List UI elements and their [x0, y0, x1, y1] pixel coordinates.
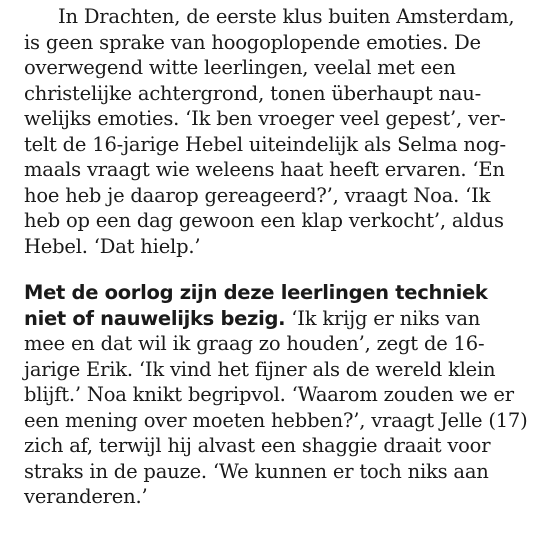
- paragraph-line: telt de 16-jarige Hebel uiteindelijk als Selma nog-: [24, 132, 506, 156]
- article-body: [24, 4, 548, 510]
- paragraph-line: hoe heb je daarop gereageerd?’, vraagt Noa. ‘Ik: [24, 183, 491, 207]
- paragraph-line: is geen sprake van hoogoplopende emoties. De: [24, 30, 481, 54]
- paragraph-line: christelijke achtergrond, tonen überhaupt nau-: [24, 81, 482, 105]
- paragraph-line: In Drachten, de eerste klus buiten Amsterdam,: [58, 5, 515, 28]
- paragraph-spacer: [24, 259, 548, 280]
- paragraph-line: mee en dat wil ik graag zo houden’, zegt de 16-: [24, 332, 485, 355]
- paragraph-line: blijft.’ Noa knikt begripvol. ‘Waarom zouden we er: [24, 383, 514, 406]
- lead-in-text: niet of nauwelijks bezig.: [24, 306, 286, 330]
- lead-in-text: Met de oorlog zijn deze leerlingen techniek: [24, 281, 488, 304]
- paragraph-line: welijks emoties. ‘Ik ben vroeger veel gepest’, ver-: [24, 107, 506, 130]
- paragraph-line: zich af, terwijl hij alvast een shaggie draait voor: [24, 434, 491, 457]
- paragraph-line: Hebel. ‘Dat hielp.’: [24, 234, 201, 258]
- paragraph-text: ‘Ik krijg er niks van: [285, 306, 481, 330]
- paragraph-line: maals vraagt wie weleens haat heeft ervaren. ‘En: [24, 158, 505, 181]
- paragraph-line: overwegend witte leerlingen, veelal met een: [24, 56, 456, 79]
- paragraph-line: een mening over moeten hebben?’, vraagt Jelle (17): [24, 408, 528, 432]
- paragraph-line: [24, 280, 548, 306]
- paragraph-line: veranderen.’: [24, 485, 148, 508]
- paragraph-1: [24, 4, 548, 259]
- paragraph-line: jarige Erik. ‘Ik vind het fijner als de wereld klein: [24, 357, 496, 381]
- paragraph-line: straks in de pauze. ‘We kunnen er toch niks aan: [24, 459, 489, 483]
- paragraph-line: [24, 306, 548, 332]
- paragraph-line: heb op een dag gewoon een klap verkocht’, aldus: [24, 209, 504, 232]
- paragraph-2: [24, 280, 548, 510]
